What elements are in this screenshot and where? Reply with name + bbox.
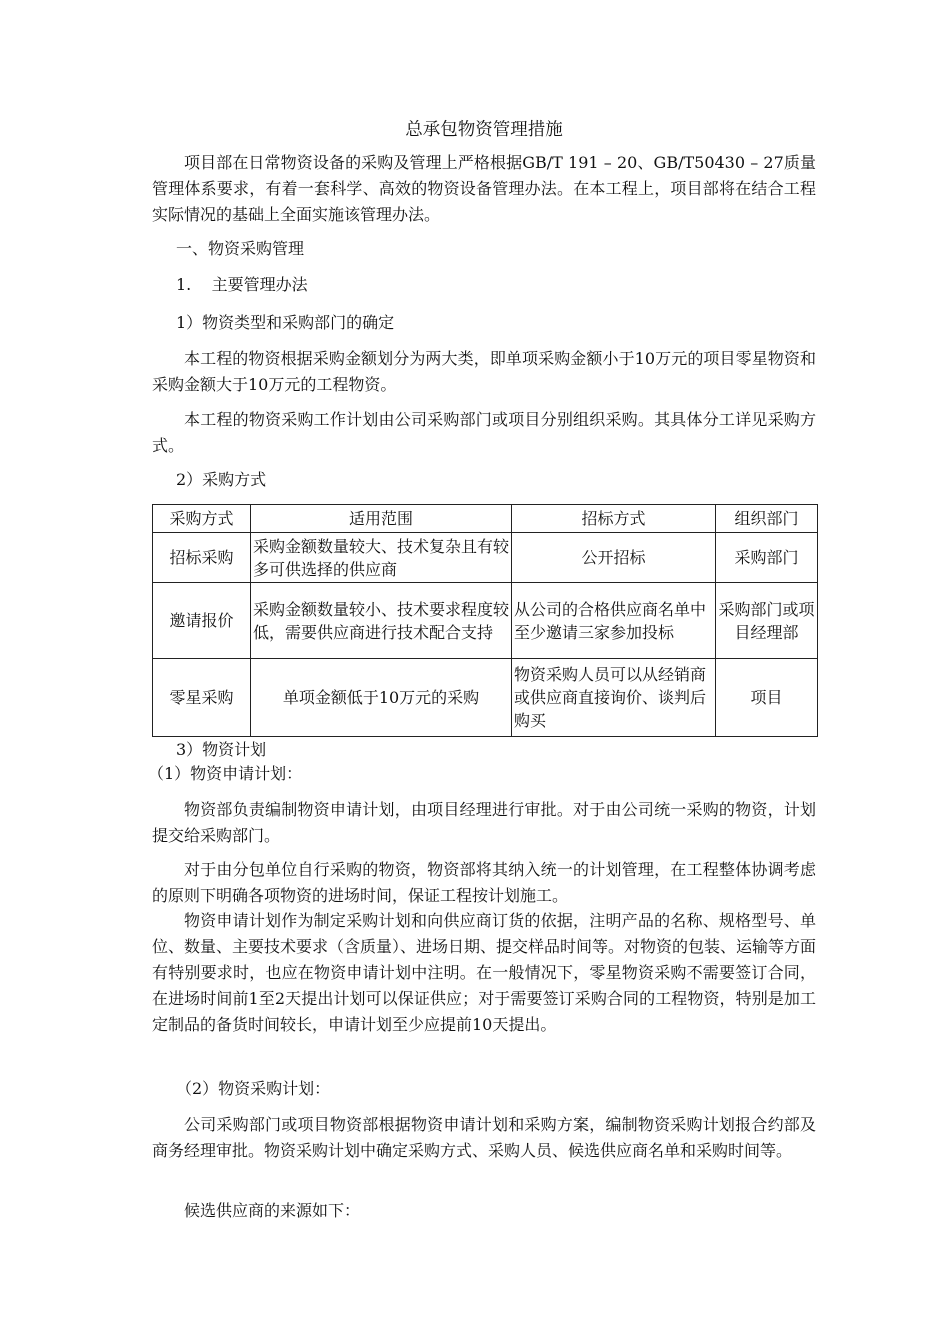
section-heading: 一、物资采购管理: [176, 239, 305, 258]
paragraph-classification: 本工程的物资根据采购金额划分为两大类，即单项采购金额小于10万元的项目零星物资和采购金额大于10万元的工程物资。: [152, 349, 816, 394]
page-title: 总承包物资管理措施: [405, 120, 563, 140]
paragraph-request-plan: 物资部负责编制物资申请计划，由项目经理进行审批。对于由公司统一采购的物资，计划提交给采购部门。: [152, 800, 816, 845]
procurement-methods-table: [152, 504, 818, 737]
table-header-cell: 适用范围: [251, 505, 512, 533]
table-cell: 采购金额数量较大、技术复杂且有较多可供选择的供应商: [251, 533, 512, 583]
table-header-cell: 组织部门: [716, 505, 818, 533]
paragraph-supplier-source: 候选供应商的来源如下：: [184, 1201, 361, 1220]
table-header-cell: 招标方式: [512, 505, 716, 533]
table-cell: 邀请报价: [153, 583, 251, 659]
item-heading-methods: 2）采购方式: [176, 470, 267, 489]
table-header-row: [153, 505, 818, 533]
table-cell: 从公司的合格供应商名单中至少邀请三家参加投标: [512, 583, 716, 659]
table-row: [153, 659, 818, 737]
table-cell: 物资采购人员可以从经销商或供应商直接询价、谈判后购买: [512, 659, 716, 737]
paragraph-subcontractor: 对于由分包单位自行采购的物资，物资部将其纳入统一的计划管理，在工程整体协调考虑的原则下明确各项物资的进场时间，保证工程按计划施工。: [152, 860, 816, 905]
table-cell: 采购部门或项目经理部: [716, 583, 818, 659]
table-row: [153, 533, 818, 583]
table-cell: 公开招标: [512, 533, 716, 583]
item-heading-plan: 3）物资计划: [176, 740, 267, 759]
table-row: [153, 583, 818, 659]
table-cell: 项目: [716, 659, 818, 737]
table-header-cell: 采购方式: [153, 505, 251, 533]
table-cell: 单项金额低于10万元的采购: [251, 659, 512, 737]
item-heading-types: 1）物资类型和采购部门的确定: [176, 313, 395, 332]
intro-paragraph: 项目部在日常物资设备的采购及管理上严格根据GB/T 191 – 20、GB/T50430 – 27质量管理体系要求，有着一套科学、高效的物资设备管理办法。在本工程上，项目部将在结合工程实际情况的基础上全面实施该管理办法。: [152, 153, 816, 224]
table-cell: 采购金额数量较小、技术要求程度较低，需要供应商进行技术配合支持: [251, 583, 512, 659]
subitem-heading-request: （1）物资申请计划：: [148, 764, 303, 783]
paragraph-purchase-plan: 公司采购部门或项目物资部根据物资申请计划和采购方案，编制物资采购计划报合约部及商务经理审批。物资采购计划中确定采购方式、采购人员、候选供应商名单和采购时间等。: [152, 1115, 816, 1160]
subsection-heading: 1. 主要管理办法: [176, 275, 308, 294]
table-cell: 采购部门: [716, 533, 818, 583]
table-cell: 零星采购: [153, 659, 251, 737]
table-cell: 招标采购: [153, 533, 251, 583]
subitem-heading-purchase: （2）物资采购计划：: [176, 1079, 331, 1098]
paragraph-division: 本工程的物资采购工作计划由公司采购部门或项目分别组织采购。其具体分工详见采购方式。: [152, 410, 816, 455]
paragraph-request-details: 物资申请计划作为制定采购计划和向供应商订货的依据，注明产品的名称、规格型号、单位、数量、主要技术要求（含质量）、进场日期、提交样品时间等。对物资的包装、运输等方面有特别要求时，也应在物资申请计划中注明。在一般情况下，零星物资采购不需要签订合同，在进场时间前1至2天提出计划可以保证供应；对于需要签订采购合同的工程物资，特别是加工定制品的备货时间较长，申请计划至少应提前10天提出。: [152, 911, 817, 1034]
